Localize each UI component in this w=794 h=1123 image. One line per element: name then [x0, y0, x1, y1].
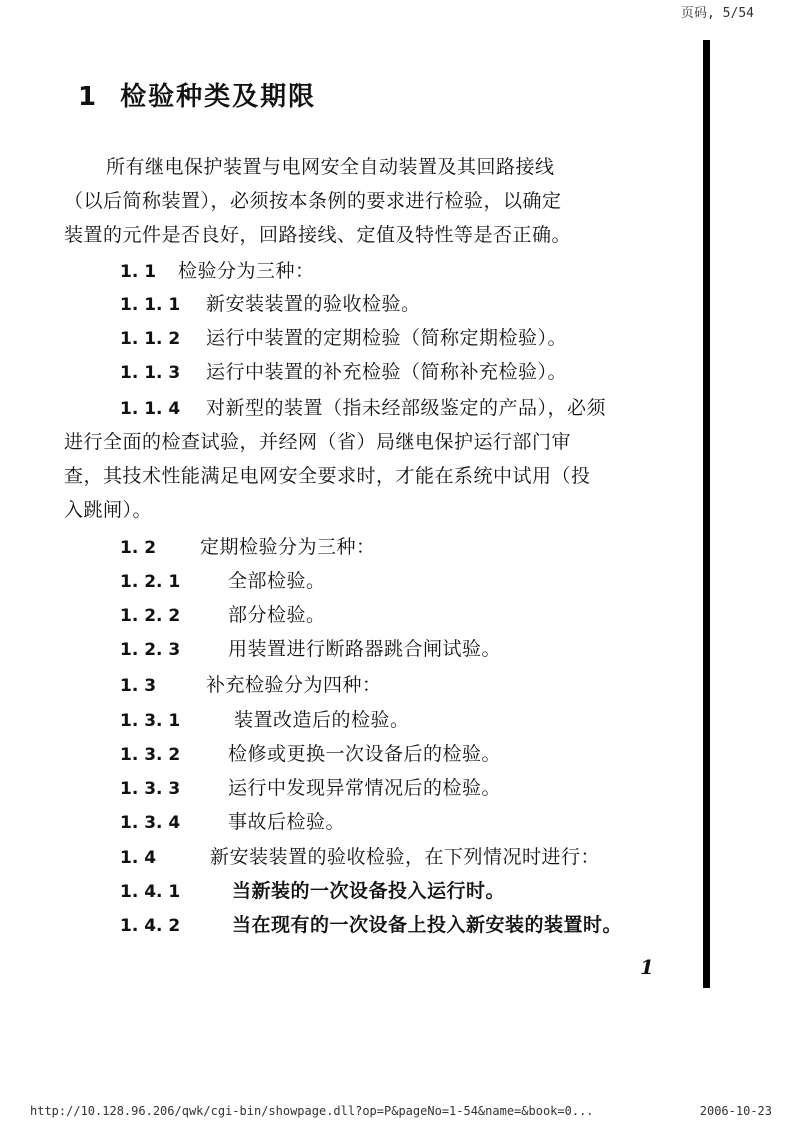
list-item-1-1-2 [120, 323, 567, 350]
list-item-1-4-1 [120, 876, 505, 903]
item-number: 1. 2. 2 [120, 606, 181, 626]
item-text: 运行中发现异常情况后的检验。 [228, 777, 502, 799]
item-number: 1. 1. 4 [120, 399, 181, 419]
item-number: 1. 4. 2 [120, 916, 181, 936]
item-number: 1. 2. 3 [120, 640, 181, 660]
item-number: 1. 1. 3 [120, 363, 181, 383]
item-text: 部分检验。 [228, 604, 326, 626]
item-number: 1. 3. 3 [120, 779, 181, 799]
item-text: 新安装装置的验收检验，在下列情况时进行： [210, 846, 601, 868]
item-number: 1. 3. 4 [120, 813, 181, 833]
intro-line-1: 所有继电保护装置与电网安全自动装置及其回路接线 [106, 156, 555, 178]
footer-date: 2006-10-23 [699, 1104, 772, 1118]
page-folio-number: 1 [640, 955, 654, 979]
item-number: 1. 1 [120, 262, 157, 282]
item-text: 用装置进行断路器跳合闸试验。 [228, 638, 502, 660]
item-number: 1. 4 [120, 848, 157, 868]
item-number: 1. 2 [120, 538, 157, 558]
item-number: 1. 2. 1 [120, 572, 181, 592]
item-text: 运行中装置的补充检验（简称补充检验）。 [206, 361, 568, 383]
item-text: 当新装的一次设备投入运行时。 [232, 880, 506, 902]
list-item-1-4 [120, 842, 600, 869]
list-item-1-2-3 [120, 634, 501, 661]
section-heading [78, 76, 316, 113]
list-item-1-1-4 [120, 393, 606, 420]
margin-bar [703, 40, 710, 988]
item-number: 1. 1. 2 [120, 329, 181, 349]
item-text: 装置改造后的检验。 [234, 709, 410, 731]
list-item-1-1 [120, 256, 315, 283]
section-title: 检验种类及期限 [120, 82, 317, 112]
item-text: 补充检验分为四种： [206, 674, 382, 696]
item-1-1-4-continuation-2: 查，其技术性能满足电网安全要求时，才能在系统中试用（投 [64, 465, 591, 487]
item-text: 全部检验。 [228, 570, 326, 592]
item-number: 1. 3 [120, 676, 157, 696]
list-item-1-4-2 [120, 910, 622, 937]
list-item-1-2-1 [120, 566, 326, 593]
item-number: 1. 3. 2 [120, 745, 181, 765]
list-item-1-3-4 [120, 807, 345, 834]
section-number: 1 [78, 82, 99, 112]
footer-url: http://10.128.96.206/qwk/cgi-bin/showpage.dll?op=P&pageNo=1-54&name=&book=0... [30, 1104, 594, 1118]
item-text: 新安装装置的验收检验。 [206, 293, 421, 315]
item-text: 对新型的装置（指未经部级鉴定的产品），必须 [206, 397, 607, 419]
item-text: 事故后检验。 [228, 811, 346, 833]
list-item-1-1-3 [120, 357, 567, 384]
list-item-1-3 [120, 670, 382, 697]
list-item-1-3-2 [120, 739, 501, 766]
item-number: 1. 3. 1 [120, 711, 181, 731]
item-text: 当在现有的一次设备上投入新安装的装置时。 [232, 914, 623, 936]
item-number: 1. 4. 1 [120, 882, 181, 902]
item-text: 检验分为三种： [178, 260, 315, 282]
list-item-1-2 [120, 532, 376, 559]
list-item-1-3-1 [120, 705, 410, 732]
item-text: 运行中装置的定期检验（简称定期检验）。 [206, 327, 568, 349]
list-item-1-3-3 [120, 773, 501, 800]
item-text: 检修或更换一次设备后的检验。 [228, 743, 502, 765]
list-item-1-2-2 [120, 600, 326, 627]
page-indicator: 页码, 5/54 [681, 6, 754, 21]
intro-line-3: 装置的元件是否良好，回路接线、定值及特性等是否正确。 [64, 224, 572, 246]
intro-line-2: （以后简称装置），必须按本条例的要求进行检验，以确定 [64, 190, 562, 212]
item-1-1-4-continuation-3: 入跳闸）。 [64, 499, 153, 521]
item-number: 1. 1. 1 [120, 295, 181, 315]
list-item-1-1-1 [120, 289, 421, 316]
item-1-1-4-continuation-1: 进行全面的检查试验，并经网（省）局继电保护运行部门审 [64, 431, 572, 453]
item-text: 定期检验分为三种： [200, 536, 376, 558]
